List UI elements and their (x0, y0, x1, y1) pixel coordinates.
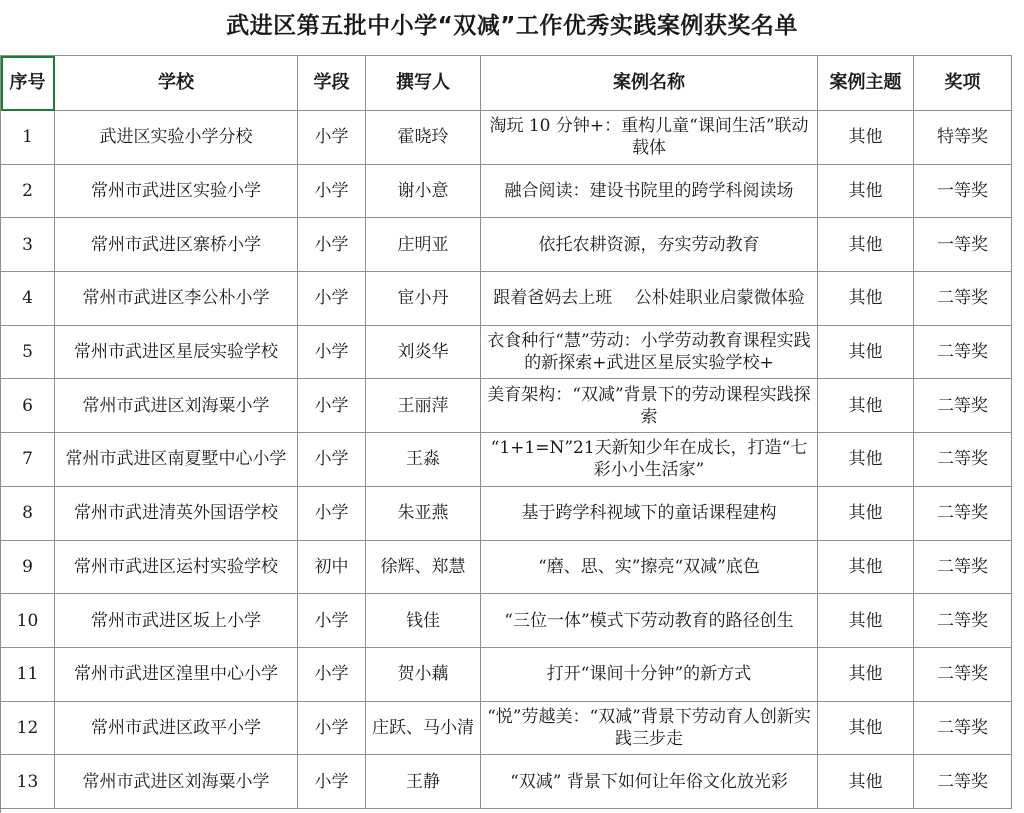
cell-theme[interactable]: 其他 (818, 433, 914, 487)
cell-school[interactable]: 常州市武进区实验小学 (55, 164, 298, 218)
cell-award[interactable]: 二等奖 (914, 486, 1012, 540)
cell-case[interactable]: 淘玩 10 分钟+：重构儿童“课间生活”联动载体 (481, 111, 818, 165)
cell-case[interactable]: 打开“课间十分钟”的新方式 (481, 647, 818, 701)
cell-no[interactable]: 3 (1, 218, 55, 272)
table-row (1, 755, 1012, 809)
cell-author[interactable]: 王淼 (366, 433, 481, 487)
cell-author[interactable]: 刘炎华 (366, 325, 481, 379)
cell-award[interactable]: 二等奖 (914, 379, 1012, 433)
cell-theme[interactable]: 其他 (818, 540, 914, 594)
header-cell-stage[interactable]: 学段 (298, 56, 366, 111)
cell-stage[interactable]: 小学 (298, 755, 366, 809)
cell-award[interactable]: 一等奖 (914, 164, 1012, 218)
cell-case[interactable]: 跟着爸妈去上班 公朴娃职业启蒙微体验 (481, 272, 818, 326)
cell-author[interactable]: 庄明亚 (366, 218, 481, 272)
table-row (1, 379, 1012, 433)
table-row (1, 594, 1012, 648)
header-cell-award[interactable]: 奖项 (914, 56, 1012, 111)
header-cell-no[interactable]: 序号 (1, 56, 55, 111)
header-row (1, 56, 1012, 111)
cell-stage[interactable]: 小学 (298, 164, 366, 218)
cell-author[interactable]: 贺小藕 (366, 647, 481, 701)
table-row (1, 111, 1012, 165)
cell-school[interactable]: 常州市武进区政平小学 (55, 701, 298, 755)
cell-school[interactable]: 常州市武进清英外国语学校 (55, 486, 298, 540)
cell-theme[interactable]: 其他 (818, 379, 914, 433)
cell-case[interactable]: 融合阅读：建设书院里的跨学科阅读场 (481, 164, 818, 218)
cell-stage[interactable]: 小学 (298, 111, 366, 165)
cell-no[interactable]: 13 (1, 755, 55, 809)
cell-award[interactable]: 二等奖 (914, 594, 1012, 648)
cell-no[interactable]: 4 (1, 272, 55, 326)
cell-author[interactable]: 庄跃、马小清 (366, 701, 481, 755)
cell-no[interactable]: 2 (1, 164, 55, 218)
cell-no[interactable]: 5 (1, 325, 55, 379)
cell-school[interactable]: 常州市武进区运村实验学校 (55, 540, 298, 594)
header-cell-author[interactable]: 撰写人 (366, 56, 481, 111)
cell-school[interactable]: 武进区实验小学分校 (55, 111, 298, 165)
cell-award[interactable]: 二等奖 (914, 701, 1012, 755)
cell-author[interactable]: 朱亚燕 (366, 486, 481, 540)
cell-case[interactable]: “磨、思、实”擦亮“双减”底色 (481, 540, 818, 594)
cell-author[interactable]: 徐辉、郑慧 (366, 540, 481, 594)
cell-stage[interactable]: 小学 (298, 647, 366, 701)
table-row (1, 164, 1012, 218)
cell-no[interactable]: 11 (1, 647, 55, 701)
awards-table (0, 55, 1012, 809)
table-row (1, 218, 1012, 272)
cell-author[interactable]: 钱佳 (366, 594, 481, 648)
cell-stage[interactable]: 小学 (298, 701, 366, 755)
next-row-edge (0, 808, 1011, 813)
table-row (1, 486, 1012, 540)
cell-stage[interactable]: 小学 (298, 594, 366, 648)
cell-author[interactable]: 霍晓玲 (366, 111, 481, 165)
cell-school[interactable]: 常州市武进区湟里中心小学 (55, 647, 298, 701)
cell-award[interactable]: 二等奖 (914, 755, 1012, 809)
sheet-title: 武进区第五批中小学“双减”工作优秀实践案例获奖名单 (226, 13, 798, 39)
cell-case[interactable]: 衣食种行“慧”劳动：小学劳动教育课程实践的新探索+武进区星辰实验学校+ (481, 325, 818, 379)
cell-award[interactable]: 一等奖 (914, 218, 1012, 272)
cell-case[interactable]: “悦”劳越美：“双减”背景下劳动育人创新实践三步走 (481, 701, 818, 755)
cell-theme[interactable]: 其他 (818, 164, 914, 218)
cell-award[interactable]: 二等奖 (914, 540, 1012, 594)
cell-case[interactable]: 依托农耕资源，夯实劳动教育 (481, 218, 818, 272)
table-row (1, 325, 1012, 379)
cell-no[interactable]: 6 (1, 379, 55, 433)
cell-award[interactable]: 特等奖 (914, 111, 1012, 165)
cell-school[interactable]: 常州市武进区刘海粟小学 (55, 379, 298, 433)
table-row (1, 701, 1012, 755)
cell-case[interactable]: 美育架构：“双减”背景下的劳动课程实践探索 (481, 379, 818, 433)
cell-no[interactable]: 7 (1, 433, 55, 487)
cell-school[interactable]: 常州市武进区南夏墅中心小学 (55, 433, 298, 487)
cell-theme[interactable]: 其他 (818, 647, 914, 701)
header-cell-school[interactable]: 学校 (55, 56, 298, 111)
cell-school[interactable]: 常州市武进区寨桥小学 (55, 218, 298, 272)
cell-case[interactable]: “双减” 背景下如何让年俗文化放光彩 (481, 755, 818, 809)
header-cell-case[interactable]: 案例名称 (481, 56, 818, 111)
cell-no[interactable]: 12 (1, 701, 55, 755)
header-cell-theme[interactable]: 案例主题 (818, 56, 914, 111)
cell-theme[interactable]: 其他 (818, 755, 914, 809)
cell-award[interactable]: 二等奖 (914, 325, 1012, 379)
cell-stage[interactable]: 小学 (298, 218, 366, 272)
cell-award[interactable]: 二等奖 (914, 433, 1012, 487)
cell-author[interactable]: 宦小丹 (366, 272, 481, 326)
cell-case[interactable]: “三位一体”模式下劳动教育的路径创生 (481, 594, 818, 648)
cell-author[interactable]: 谢小意 (366, 164, 481, 218)
cell-theme[interactable]: 其他 (818, 272, 914, 326)
table-row (1, 433, 1012, 487)
cell-theme[interactable]: 其他 (818, 486, 914, 540)
cell-award[interactable]: 二等奖 (914, 647, 1012, 701)
cell-no[interactable]: 9 (1, 540, 55, 594)
cell-stage[interactable]: 小学 (298, 486, 366, 540)
cell-stage[interactable]: 小学 (298, 325, 366, 379)
cell-theme[interactable]: 其他 (818, 594, 914, 648)
cell-case[interactable]: “1+1=N”21天新知少年在成长，打造“七彩小小生活家” (481, 433, 818, 487)
cell-theme[interactable]: 其他 (818, 701, 914, 755)
cell-no[interactable]: 10 (1, 594, 55, 648)
cell-theme[interactable]: 其他 (818, 218, 914, 272)
cell-school[interactable]: 常州市武进区坂上小学 (55, 594, 298, 648)
cell-author[interactable]: 王丽萍 (366, 379, 481, 433)
cell-no[interactable]: 8 (1, 486, 55, 540)
cell-theme[interactable]: 其他 (818, 325, 914, 379)
table-row (1, 647, 1012, 701)
cell-stage[interactable]: 小学 (298, 272, 366, 326)
cell-case[interactable]: 基于跨学科视域下的童话课程建构 (481, 486, 818, 540)
cell-school[interactable]: 常州市武进区星辰实验学校 (55, 325, 298, 379)
cell-stage[interactable]: 小学 (298, 379, 366, 433)
cell-stage[interactable]: 初中 (298, 540, 366, 594)
cell-stage[interactable]: 小学 (298, 433, 366, 487)
cell-award[interactable]: 二等奖 (914, 272, 1012, 326)
cell-author[interactable]: 王静 (366, 755, 481, 809)
table-row (1, 540, 1012, 594)
cell-no[interactable]: 1 (1, 111, 55, 165)
table-row (1, 272, 1012, 326)
cell-school[interactable]: 常州市武进区刘海粟小学 (55, 755, 298, 809)
cell-theme[interactable]: 其他 (818, 111, 914, 165)
cell-school[interactable]: 常州市武进区李公朴小学 (55, 272, 298, 326)
